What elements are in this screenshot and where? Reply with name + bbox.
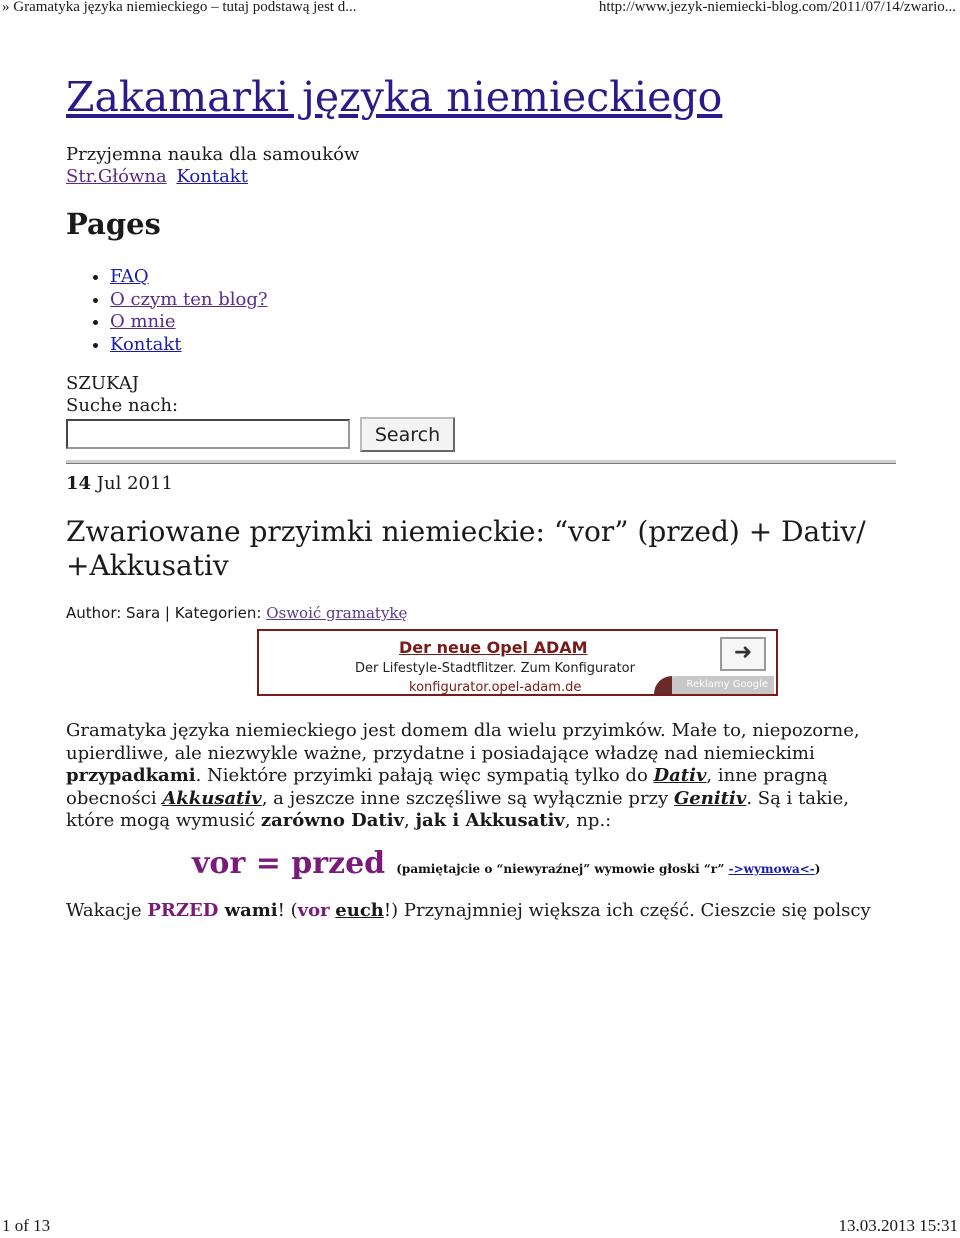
search-label: Suche nach: bbox=[66, 395, 179, 416]
post-text-cases: przypadkami bbox=[66, 765, 196, 786]
vor-note-text: (pamiętajcie o “niewyraźnej” wymowie głoski “r” bbox=[396, 862, 729, 876]
example-sentence bbox=[66, 900, 871, 921]
post-text-5: . Są i takie, które mogą wymusić bbox=[66, 787, 850, 831]
divider bbox=[66, 460, 896, 464]
print-page-title: » Gramatyka języka niemieckiego – tutaj podstawą jest d... bbox=[2, 0, 357, 15]
pronunciation-link[interactable]: ->wymowa<- bbox=[728, 862, 815, 876]
ad-body: Der Lifestyle-Stadtflitzer. Zum Konfigurator bbox=[355, 661, 635, 676]
pages-link-faq[interactable]: FAQ bbox=[110, 266, 149, 287]
print-page-number: 1 of 13 bbox=[2, 1216, 51, 1235]
search-title: SZUKAJ bbox=[66, 373, 139, 394]
print-datetime: 13.03.2013 15:31 bbox=[838, 1216, 958, 1235]
pages-list bbox=[86, 266, 268, 356]
ad-url[interactable]: konfigurator.opel-adam.de bbox=[409, 680, 582, 695]
post-text-4: , a jeszcze inne szczęśliwe są wyłącznie przy bbox=[261, 787, 674, 809]
vor-note-close: ) bbox=[814, 862, 821, 876]
example-text-1: Wakacje bbox=[66, 900, 148, 921]
post-meta-prefix: Author: Sara | Kategorien: bbox=[66, 604, 262, 622]
post-text-7: , np.: bbox=[564, 810, 612, 831]
site-title bbox=[66, 73, 722, 121]
post-text-and-akkusativ: jak i Akkusativ bbox=[415, 810, 565, 831]
site-tagline: Przyjemna nauka dla samouków bbox=[66, 144, 360, 165]
post-text-both-dativ: zarówno Dativ bbox=[260, 810, 404, 831]
ad-badge: Reklamy Google bbox=[662, 676, 774, 694]
post-text-2: . Niektóre przyimki pałają więc sympatią tylko do bbox=[195, 765, 654, 786]
post-text-1: Gramatyka języka niemieckiego jest domem dla wielu przyimków. Małe to, niepozorne, upierdliwe, ale niezwykle ważne, przydatne i posiadające władzę nad niemieckimi bbox=[66, 720, 860, 764]
post-date-rest: Jul 2011 bbox=[96, 473, 173, 494]
pages-link-about-blog[interactable]: O czym ten blog? bbox=[110, 288, 268, 310]
post-category-link[interactable]: Oswoić gramatykę bbox=[266, 604, 408, 622]
post-text-dativ: Dativ bbox=[653, 765, 707, 786]
example-text-2: ! ( bbox=[277, 900, 298, 921]
post-text-6: , bbox=[404, 810, 416, 831]
pages-item-faq bbox=[110, 266, 268, 289]
vor-note bbox=[396, 862, 820, 876]
example-vor: vor bbox=[297, 900, 330, 921]
post-title: Zwariowane przyimki niemieckie: “vor” (przed) + Dativ/ +Akkusativ bbox=[66, 515, 866, 582]
post-paragraph bbox=[66, 720, 896, 833]
nav-contact-link[interactable]: Kontakt bbox=[176, 166, 248, 187]
post-date bbox=[66, 473, 173, 494]
pages-item-about-me bbox=[110, 311, 268, 334]
ad-banner[interactable] bbox=[257, 629, 778, 696]
print-header bbox=[0, 0, 960, 20]
top-nav bbox=[66, 166, 252, 187]
post-date-day: 14 bbox=[66, 473, 92, 494]
search-input[interactable] bbox=[66, 419, 350, 449]
post-text-genitiv: Genitiv bbox=[673, 787, 747, 809]
pages-heading: Pages bbox=[66, 207, 161, 241]
pages-item-about-blog bbox=[110, 289, 268, 312]
search-button[interactable]: Search bbox=[360, 417, 455, 452]
nav-home-link[interactable]: Str.Główna bbox=[66, 166, 167, 187]
pages-link-about-me[interactable]: O mnie bbox=[110, 311, 176, 332]
ad-headline[interactable]: Der neue Opel ADAM bbox=[399, 638, 588, 657]
pages-item-contact bbox=[110, 334, 268, 357]
print-page-url: http://www.jezyk-niemiecki-blog.com/2011/07/14/zwario... bbox=[598, 0, 956, 15]
vor-equals-przed: vor = przed bbox=[192, 846, 386, 881]
example-wami: wami bbox=[218, 900, 278, 921]
post-meta bbox=[66, 604, 407, 622]
post-text-3: , inne pragną obecności bbox=[66, 765, 828, 809]
arrow-right-icon[interactable]: ➜ bbox=[720, 637, 766, 671]
vor-heading bbox=[192, 846, 820, 881]
example-text-3: !) Przynajmniej większa ich część. Cieszcie się polscy bbox=[383, 900, 871, 921]
site-title-link[interactable]: Zakamarki języka niemieckiego bbox=[66, 73, 723, 121]
example-przed: PRZED bbox=[147, 900, 219, 921]
example-euch: euch bbox=[335, 900, 384, 921]
pages-link-contact[interactable]: Kontakt bbox=[110, 333, 182, 355]
post-text-akkusativ: Akkusativ bbox=[162, 787, 262, 809]
print-footer bbox=[0, 1216, 960, 1238]
